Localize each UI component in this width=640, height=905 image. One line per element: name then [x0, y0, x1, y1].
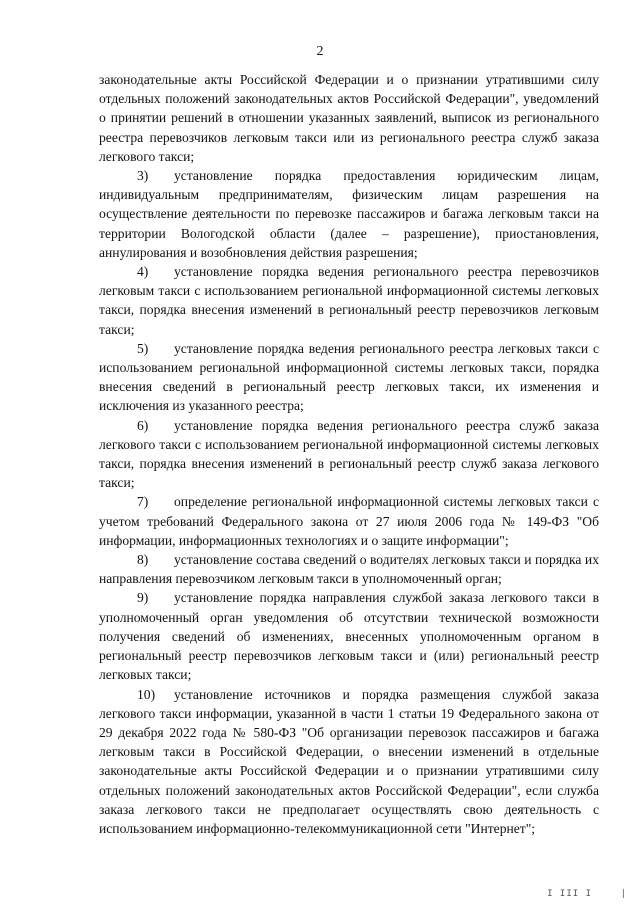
page-number: 2 [316, 44, 324, 59]
item-number: 5) [137, 340, 149, 356]
item-number: 10) [137, 686, 156, 702]
item-number: 8) [137, 552, 149, 568]
item-number: 4) [137, 264, 149, 280]
item-number: 6) [137, 417, 149, 433]
item-number: 9) [137, 590, 149, 606]
document-body [99, 70, 599, 838]
list-item [99, 166, 599, 262]
item-text: определение региональной информационной системы легковых такси с учетом требований Федерального закона от 27 июля 2006 года № 149-ФЗ "Об информации, информационных технологиях и о защите информации"; [99, 494, 599, 548]
continuation-paragraph: законодательные акты Российской Федерации и о признании утратившими силу отдельных положений законодательных актов Российской Федерации", уведомлений о принятии решений в отношении указанных заявлений, выписок из регионального реестра перевозчиков легковым такси или из регионального реестра служб заказа легкового такси; [99, 72, 599, 164]
list-item [99, 685, 599, 839]
item-number: 3) [137, 168, 149, 184]
item-text: установление порядка направления службой заказа легкового такси в уполномоченный орган уведомления об отсутствии технической возможности получения сведений об изменениях, внесенных уполномоченным органом в региональный реестр перевозчиков легковым такси и (или) региональный реестр легковых такси; [99, 590, 599, 683]
list-item [99, 262, 599, 339]
item-text: установление порядка предоставления юридическим лицам, индивидуальным предпринимателям, физическим лицам разрешения на осуществление деятельности по перевозке пассажиров и багажа легковым такси на территории Вологодской области (далее – разрешение), приостановления, аннулирования и возобновления действия разрешения; [99, 168, 599, 260]
list-item [99, 588, 599, 684]
item-text: установление порядка ведения регионального реестра перевозчиков легковым такси с использованием региональной информационной системы легковых такси, порядка внесения изменений в региональный реестр перевозчиков легковым такси; [99, 264, 599, 337]
list-item [99, 339, 599, 416]
list-item [99, 550, 599, 588]
item-text: установление источников и порядка размещения службой заказа легкового такси информации, указанной в части 1 статьи 19 Федерального закона от 29 декабря 2022 года № 580-ФЗ "Об организации перевозок пассажиров и багажа легковым такси в Российской Федерации, о внесении изменений в отдельные законодательные акты Российской Федерации и о признании утратившими силу отдельных положений законодательных актов Российской Федерации", если служба заказа легкового такси не предполагает осуществлять свою деятельность с использованием информационно-телекоммуникационной сети "Интернет"; [99, 686, 599, 836]
edge-mark: | [620, 889, 626, 899]
item-text: установление порядка ведения регионального реестра легковых такси с использованием региональной информационной системы легковых такси, порядка внесения сведений в региональный реестр легковых такси, их изменения и исключения из указанного реестра; [99, 340, 599, 414]
item-text: установление порядка ведения регионального реестра служб заказа легкового такси с использованием региональной информационной системы легковых такси, порядка внесения изменений в региональный реестр служб заказа легкового такси; [99, 417, 599, 491]
item-text: установление состава сведений о водителях легковых такси и порядка их направления перевозчиком легковым такси в уполномоченный орган; [99, 552, 599, 587]
list-item [99, 416, 599, 493]
list-item [99, 492, 599, 550]
barcode-mark: I III I [547, 889, 592, 899]
item-number: 7) [137, 494, 149, 510]
